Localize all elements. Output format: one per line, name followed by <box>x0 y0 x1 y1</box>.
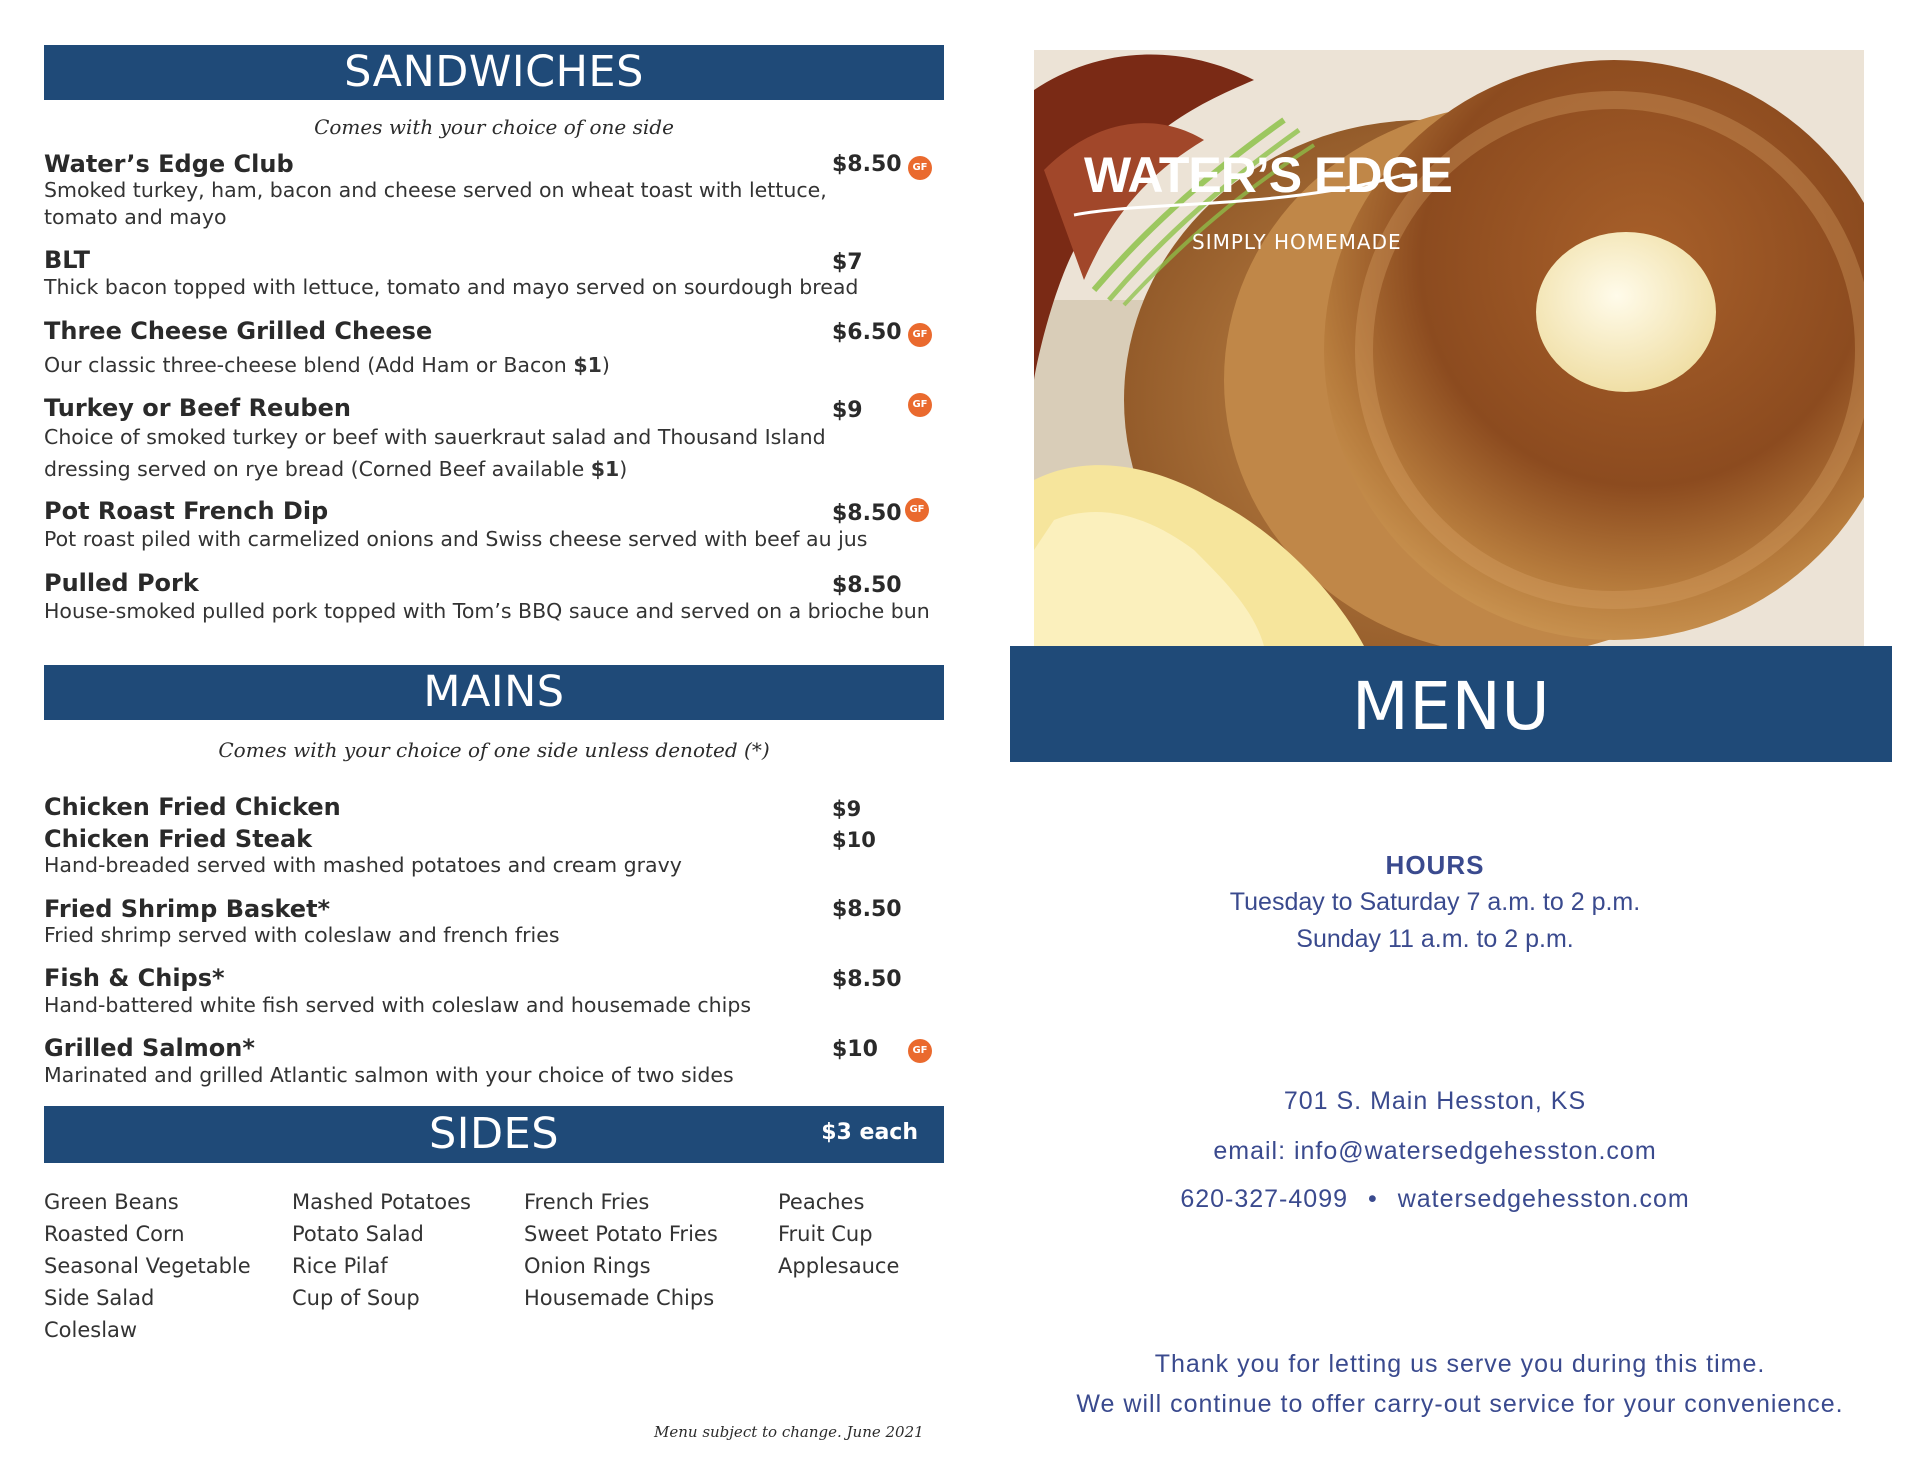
gluten-free-badge: GF <box>908 156 932 180</box>
menu-item-name: Pot Roast French Dip <box>44 497 329 525</box>
side-item: Peaches <box>778 1190 865 1214</box>
menu-item-name: Chicken Fried Steak <box>44 825 313 853</box>
sandwiches-header <box>44 45 944 100</box>
menu-item-name: Water’s Edge Club <box>44 150 294 178</box>
menu-item-description: Marinated and grilled Atlantic salmon with your choice of two sides <box>44 1063 734 1087</box>
phone-and-website <box>1130 1185 1740 1214</box>
side-item: French Fries <box>524 1190 650 1214</box>
side-item: Seasonal Vegetable <box>44 1254 251 1278</box>
gluten-free-badge: GF <box>908 393 932 417</box>
menu-item-description: House-smoked pulled pork topped with Tom’s BBQ sauce and served on a brioche bun <box>44 599 930 623</box>
side-item: Cup of Soup <box>292 1286 420 1310</box>
addon-price: $1 <box>590 457 620 481</box>
menu-item-description: Smoked turkey, ham, bacon and cheese served on wheat toast with lettuce, tomato and mayo <box>44 178 827 229</box>
thanks-line-1: Thank you for letting us serve you during this time. <box>1154 1350 1766 1378</box>
side-item: Rice Pilaf <box>292 1254 388 1278</box>
hours-weekday: Tuesday to Saturday 7 a.m. to 2 p.m. <box>1229 888 1641 916</box>
menu-item-name: Pulled Pork <box>44 569 199 597</box>
hours-sunday: Sunday 11 a.m. to 2 p.m. <box>1296 925 1574 953</box>
menu-item-name: Fish & Chips* <box>44 964 225 992</box>
menu-item-price: $8.50 <box>832 501 902 526</box>
sides-price: $3 each <box>821 1120 918 1145</box>
mains-header <box>44 665 944 720</box>
phone-number[interactable]: 620-327-4099 <box>1180 1185 1349 1213</box>
side-item: Side Salad <box>44 1286 155 1310</box>
side-item: Mashed Potatoes <box>292 1190 471 1214</box>
sandwiches-title: SANDWICHES <box>344 47 644 97</box>
menu-item-description <box>44 350 844 381</box>
separator-dot: • <box>1367 1185 1378 1213</box>
sides-header <box>44 1106 944 1163</box>
menu-item-price: $9 <box>832 398 863 423</box>
menu-item-name: Grilled Salmon* <box>44 1034 255 1062</box>
menu-title: MENU <box>1351 668 1551 745</box>
gluten-free-badge: GF <box>908 323 932 347</box>
menu-item-description: Hand-breaded served with mashed potatoes and cream gravy <box>44 853 682 877</box>
description-text: Choice of smoked turkey or beef with sauerkraut salad and Thousand Island dressing served on rye bread (Corned Beef available <box>44 425 826 481</box>
menu-item-description: Hand-battered white fish served with coleslaw and housemade chips <box>44 993 752 1017</box>
description-end: ) <box>619 457 628 481</box>
menu-item-name: Turkey or Beef Reuben <box>44 394 351 422</box>
menu-item-description <box>44 421 834 485</box>
gluten-free-badge: GF <box>905 498 929 522</box>
thanks-line-2: We will continue to offer carry-out service for your convenience. <box>1076 1390 1844 1418</box>
footer-note: Menu subject to change. June 2021 <box>654 1423 924 1441</box>
menu-item-price: $8.50 <box>832 573 902 598</box>
addon-price: $1 <box>573 353 602 377</box>
menu-item-price: $9 <box>832 797 862 821</box>
email-link[interactable]: email: info@watersedgehesston.com <box>1213 1137 1657 1165</box>
menu-item-name: Chicken Fried Chicken <box>44 793 341 821</box>
description-end: ) <box>601 353 610 377</box>
address: 701 S. Main Hesston, KS <box>1283 1087 1587 1115</box>
side-item: Applesauce <box>778 1254 900 1278</box>
side-item: Housemade Chips <box>524 1286 715 1310</box>
sandwiches-note: Comes with your choice of one side <box>314 115 674 139</box>
menu-banner <box>1010 646 1892 762</box>
side-item: Sweet Potato Fries <box>524 1222 718 1246</box>
side-item: Coleslaw <box>44 1318 138 1342</box>
pancakes-image <box>1034 50 1864 646</box>
description-text: Our classic three-cheese blend (Add Ham or Bacon <box>44 353 574 377</box>
mains-note: Comes with your choice of one side unless denoted (*) <box>218 738 770 762</box>
menu-item-name: Fried Shrimp Basket* <box>44 895 331 923</box>
menu-item-price: $8.50 <box>832 967 902 992</box>
side-item: Fruit Cup <box>778 1222 873 1246</box>
logo-name: WATER’S EDGE <box>1084 147 1452 203</box>
menu-item-price: $7 <box>832 250 863 275</box>
side-item: Roasted Corn <box>44 1222 185 1246</box>
side-item: Potato Salad <box>292 1222 424 1246</box>
menu-item-price: $8.50 <box>832 152 902 177</box>
side-item: Onion Rings <box>524 1254 651 1278</box>
gluten-free-badge: GF <box>908 1039 932 1063</box>
website-link[interactable]: watersedgehesston.com <box>1397 1185 1690 1213</box>
side-item: Green Beans <box>44 1190 179 1214</box>
menu-item-description: Fried shrimp served with coleslaw and french fries <box>44 923 560 947</box>
menu-item-price: $10 <box>832 828 876 852</box>
menu-item-price: $8.50 <box>832 897 902 922</box>
pancakes-photo <box>1034 50 1864 646</box>
menu-item-description: Pot roast piled with carmelized onions and Swiss cheese served with beef au jus <box>44 527 868 551</box>
mains-title: MAINS <box>423 667 565 717</box>
menu-item-name: Three Cheese Grilled Cheese <box>44 317 433 345</box>
menu-item-price: $6.50 <box>832 320 902 345</box>
hours-title: HOURS <box>1385 850 1485 880</box>
menu-item-price: $10 <box>832 1037 878 1062</box>
menu-item-description: Thick bacon topped with lettuce, tomato and mayo served on sourdough bread <box>44 275 859 299</box>
logo-tagline: SIMPLY HOMEMADE <box>1192 230 1402 254</box>
sides-title: SIDES <box>428 1109 560 1159</box>
menu-item-name: BLT <box>44 246 90 274</box>
